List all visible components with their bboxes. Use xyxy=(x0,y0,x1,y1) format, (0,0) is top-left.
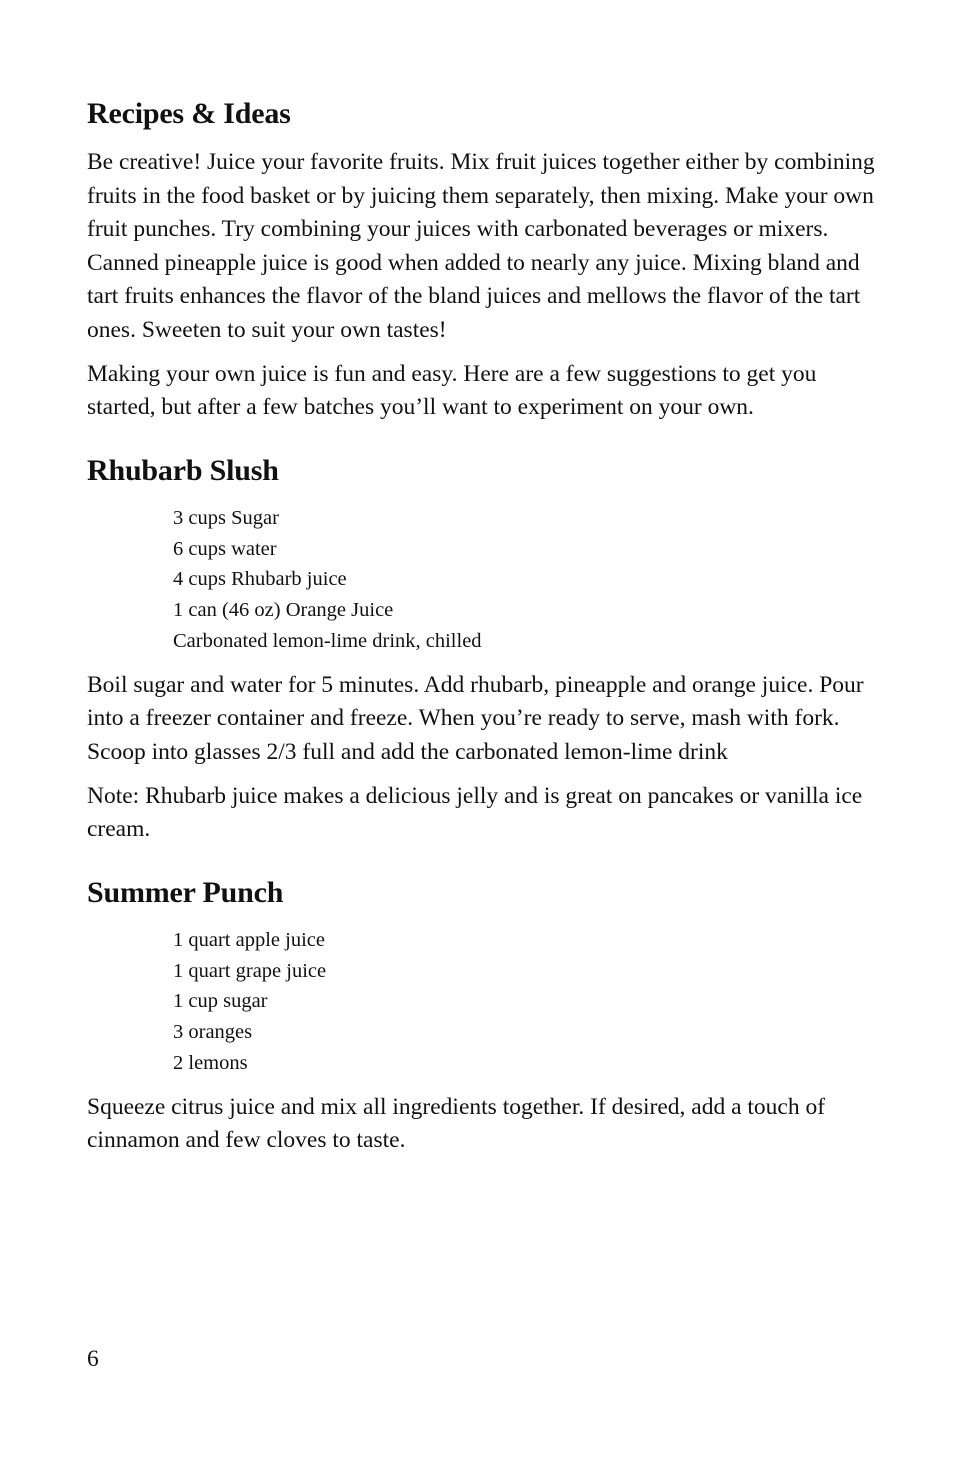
ingredient-item: Carbonated lemon-lime drink, chilled xyxy=(173,629,482,652)
summer-punch-heading: Summer Punch xyxy=(87,875,284,909)
rhubarb-slush-ingredients xyxy=(173,503,887,657)
ingredient-item: 1 quart grape juice xyxy=(173,959,327,982)
intro-paragraph: Be creative! Juice your favorite fruits. Mix fruit juices together either by combining fruits in the food basket or by juicing them separately, then mixing. Make your own fruit punches. Try combining your juices with carbonated beverages or mixers. Canned pineapple juice is good when added to nearly any juice. Mixing bland and tart fruits enhances the flavor of the bland juices and mellows the flavor of the tart ones. Sweeten to suit your own tastes! xyxy=(87,149,875,343)
summer-punch-directions: Squeeze citrus juice and mix all ingredients together. If desired, add a touch of cinnamon and few cloves to taste. xyxy=(87,1093,826,1154)
recipes-ideas-heading: Recipes & Ideas xyxy=(87,97,291,130)
rhubarb-slush-directions: Boil sugar and water for 5 minutes. Add rhubarb, pineapple and orange juice. Pour into a freezer container and freeze. When you’re ready to serve, mash with fork. Scoop into glasses 2/3 full and add the carbonated lemon-lime drink xyxy=(87,671,864,765)
ingredient-item: 3 cups Sugar xyxy=(173,506,279,529)
page-content xyxy=(87,96,887,1168)
ingredient-item: 2 lemons xyxy=(173,1051,248,1074)
ingredient-item: 1 quart apple juice xyxy=(173,928,325,951)
intro-paragraph: Making your own juice is fun and easy. Here are a few suggestions to get you started, but after a few batches you’ll want to experiment on your own. xyxy=(87,360,817,421)
ingredient-item: 3 oranges xyxy=(173,1021,253,1044)
rhubarb-slush-section xyxy=(87,453,887,847)
ingredient-item: 6 cups water xyxy=(173,537,277,560)
recipes-ideas-section xyxy=(87,96,887,425)
rhubarb-slush-heading: Rhubarb Slush xyxy=(87,453,279,487)
ingredient-item: 1 cup sugar xyxy=(173,990,268,1013)
page-number: 6 xyxy=(87,1346,99,1372)
summer-punch-section xyxy=(87,875,887,1158)
ingredient-item: 1 can (46 oz) Orange Juice xyxy=(173,599,394,622)
summer-punch-ingredients xyxy=(173,925,887,1079)
ingredient-item: 4 cups Rhubarb juice xyxy=(173,568,347,591)
rhubarb-slush-note: Note: Rhubarb juice makes a delicious jelly and is great on pancakes or vanilla ice cream. xyxy=(87,782,863,843)
